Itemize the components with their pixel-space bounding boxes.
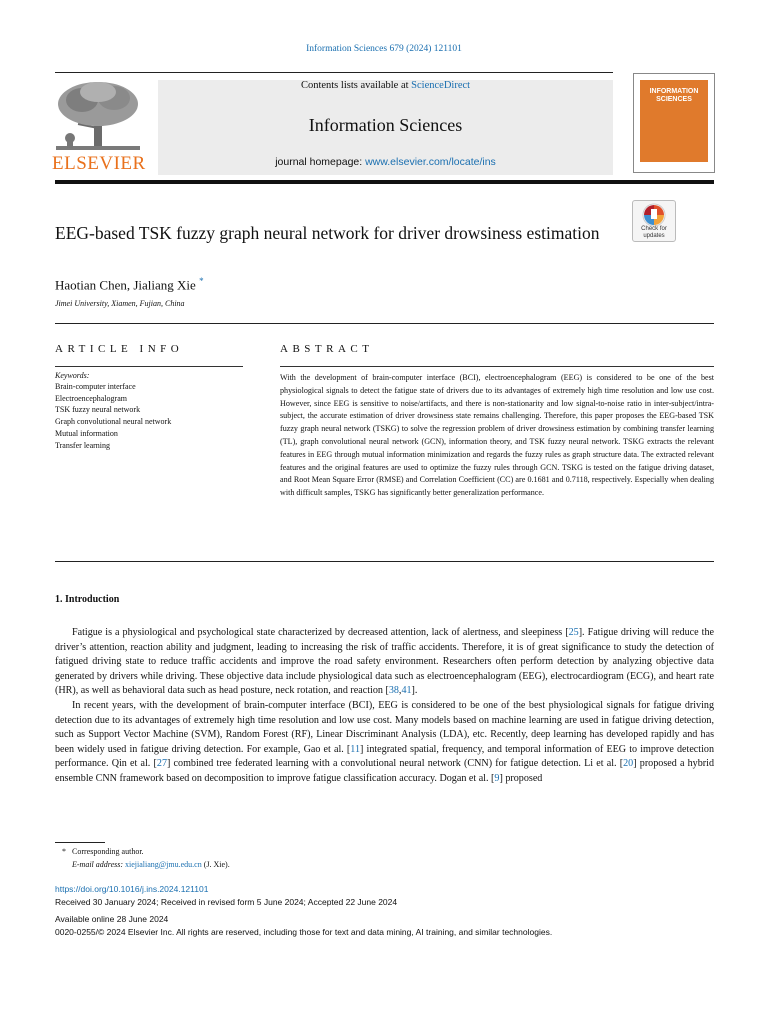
text-run: ] proposed a hybrid ensemble CNN framework based on decomposition to improve fatigue classification accuracy. Dogan et al. [ xyxy=(55,758,714,784)
publisher-logo-text: ELSEVIER xyxy=(52,153,146,174)
doi-link[interactable] xyxy=(55,884,208,894)
article-info-heading: ARTICLE INFO xyxy=(55,343,184,355)
footnote-rule xyxy=(55,842,105,843)
homepage-link[interactable]: www.elsevier.com/locate/ins xyxy=(365,156,496,168)
keyword-item: Mutual information xyxy=(55,428,118,438)
article-title: EEG-based TSK fuzzy graph neural network for driver drowsiness estimation xyxy=(55,223,600,243)
citation-link[interactable]: 41 xyxy=(401,685,412,697)
journal-name: Information Sciences xyxy=(308,115,463,135)
homepage-prefix: journal homepage: xyxy=(275,156,366,168)
citation-link[interactable]: 25 xyxy=(568,627,579,638)
email-suffix: (J. Xie). xyxy=(201,860,230,869)
article-info-rule xyxy=(55,366,243,367)
section-divider-top xyxy=(55,323,714,324)
text-run: ] proposed xyxy=(499,772,543,784)
text-run: ] combined tree federated learning with a convolutional neural network (CNN) for fatigue detection. Li et al. [ xyxy=(166,758,624,770)
citation-link[interactable]: 11 xyxy=(350,743,361,755)
section-divider-bottom xyxy=(55,561,714,562)
doi-link-text[interactable]: https://doi.org/10.1016/j.ins.2024.121101 xyxy=(55,884,209,894)
contents-prefix: Contents lists available at xyxy=(300,80,412,91)
cover-title: INFORMATION SCIENCES xyxy=(649,88,699,103)
contents-line xyxy=(158,80,613,91)
text-run: ]. xyxy=(411,685,418,697)
introduction-body xyxy=(55,626,714,787)
keyword-item: Transfer learning xyxy=(55,440,111,450)
text-run: Fatigue is a physiological and psychological state characterized by decreased attention, lack of alertness, and sleepiness [ xyxy=(72,627,569,638)
keyword-item: Graph convolutional neural network xyxy=(55,417,172,427)
keyword-item: TSK fuzzy neural network xyxy=(55,405,141,415)
text-run: ]. Fatigue driving will reduce the driver’s attention, reaction ability and judgment, leading to increasing the risk of traffic accidents. Therefore, it is of great significance to study the detection of fatigued driving state to reduce traffic accidents and improve the road safety environment. Researchers often perform detection by analyzing objective data generated by drivers while driving. These objective data include physiological data such as electroencephalogram (EEG), electrocardiogram (ECG), and heart rate (HR), as well as behavioral data such as head posture, neck rotation, and reaction [ xyxy=(55,627,714,697)
abstract-rule xyxy=(280,366,714,367)
publication-history: Received 30 January 2024; Received in revised form 5 June 2024; Accepted 22 June 2024 xyxy=(55,897,398,907)
intro-paragraph-2 xyxy=(55,699,714,787)
footnote-marker: * xyxy=(62,847,66,856)
authors: Haotian Chen, Jialiang Xie xyxy=(55,277,196,293)
citation-link[interactable]: 20 xyxy=(623,758,634,770)
corresponding-footnote xyxy=(62,847,144,856)
abstract-text: With the development of brain-computer interface (BCI), electroencephalogram (EEG) is considered to be one of the best physiological signals to detect the fatigue state of drivers due to its advantages of extremely high time resolution and low use cost. However, since EEG is sensitive to noise/artifacts, and there is non-stationarity and low signal-to-noise ratio in inter-subject/intra-subject, the accurate estimation of driver drowsiness state remains challenging. Therefore, this paper proposes the EEG-based TSK fuzzy graph neural network (TSKG) to solve the regression problem of driver drowsiness estimation by combining transfer learning (TL), graph convolutional neural network (GCN), information theory, and TSK fuzzy neural network. TSKG extracts the relevant features in EEG through mutual information minimization and regards the fuzzy rules as graph structure data. The extracted relevant features and the original features are used to optimize the fuzzy rules through GCN. TSKG is tested on the fatigue driving dataset, and Root Mean Square Error (RMSE) and Correlation Coefficient (CC) are 0.1681 and 0.7118, respectively. Especially when dealing with difficult samples, TSKG has significantly better generalization performance. xyxy=(280,373,714,498)
corresponding-author-marker[interactable]: * xyxy=(199,276,204,286)
author-list xyxy=(55,276,204,293)
citation-link[interactable]: 27 xyxy=(156,758,167,770)
email-label: E-mail address: xyxy=(72,860,126,869)
available-online: Available online 28 June 2024 xyxy=(55,914,169,924)
crossmark-label: Check for updates xyxy=(641,226,667,239)
text-run: In recent years, with the development of brain-computer interface (BCI), EEG is considered to be one of the best physiological signals for fatigue driving detection due to its advantages of extremely high time resolution and low use cost. Many models based on machine learning are used in fatigue driving detection, such as Support Vector Machine (SVM), Random Forest (RF), Linear Discriminant Analysis (LDA), etc. Recently, deep learning has developed rapidly and has been widely used in fatigue driving detection. For example, Gao et al. [ xyxy=(55,699,714,755)
email-footnote xyxy=(72,860,230,869)
citation-link[interactable]: 38 xyxy=(388,685,399,697)
check-for-updates-button[interactable] xyxy=(632,200,676,242)
header-top-rule xyxy=(55,72,613,73)
keyword-list xyxy=(55,381,171,451)
text-run: , xyxy=(398,685,402,697)
abstract-heading: ABSTRACT xyxy=(280,343,374,355)
journal-homepage xyxy=(158,156,613,168)
keywords-label: Keywords: xyxy=(55,371,90,380)
citation-link[interactable]: 9 xyxy=(494,772,500,784)
text-run: ] integrated spatial, frequency, and temporal information of EEG to improve detection performance. Qin et al. [ xyxy=(55,743,714,770)
header-bottom-rule xyxy=(55,180,714,184)
footnote-text: Corresponding author. xyxy=(72,847,144,856)
affiliation: Jimei University, Xiamen, Fujian, China xyxy=(55,299,185,308)
email-link[interactable]: xiejialiang@jmu.edu.cn xyxy=(125,860,202,869)
journal-reference-link[interactable]: Information Sciences 679 (2024) 121101 xyxy=(306,44,462,54)
keyword-item: Brain-computer interface xyxy=(55,382,136,391)
sciencedirect-link[interactable]: ScienceDirect xyxy=(411,80,471,91)
copyright-notice: 0020-0255/© 2024 Elsevier Inc. All rights are reserved, including those for text and data mining, AI training, and similar technologies. xyxy=(55,927,553,937)
keyword-item: Electroencephalogram xyxy=(55,393,127,403)
introduction-heading: 1. Introduction xyxy=(55,594,120,605)
journal-cover-thumbnail xyxy=(633,73,715,173)
crossmark-icon xyxy=(633,201,675,229)
intro-paragraph-1 xyxy=(55,626,714,699)
